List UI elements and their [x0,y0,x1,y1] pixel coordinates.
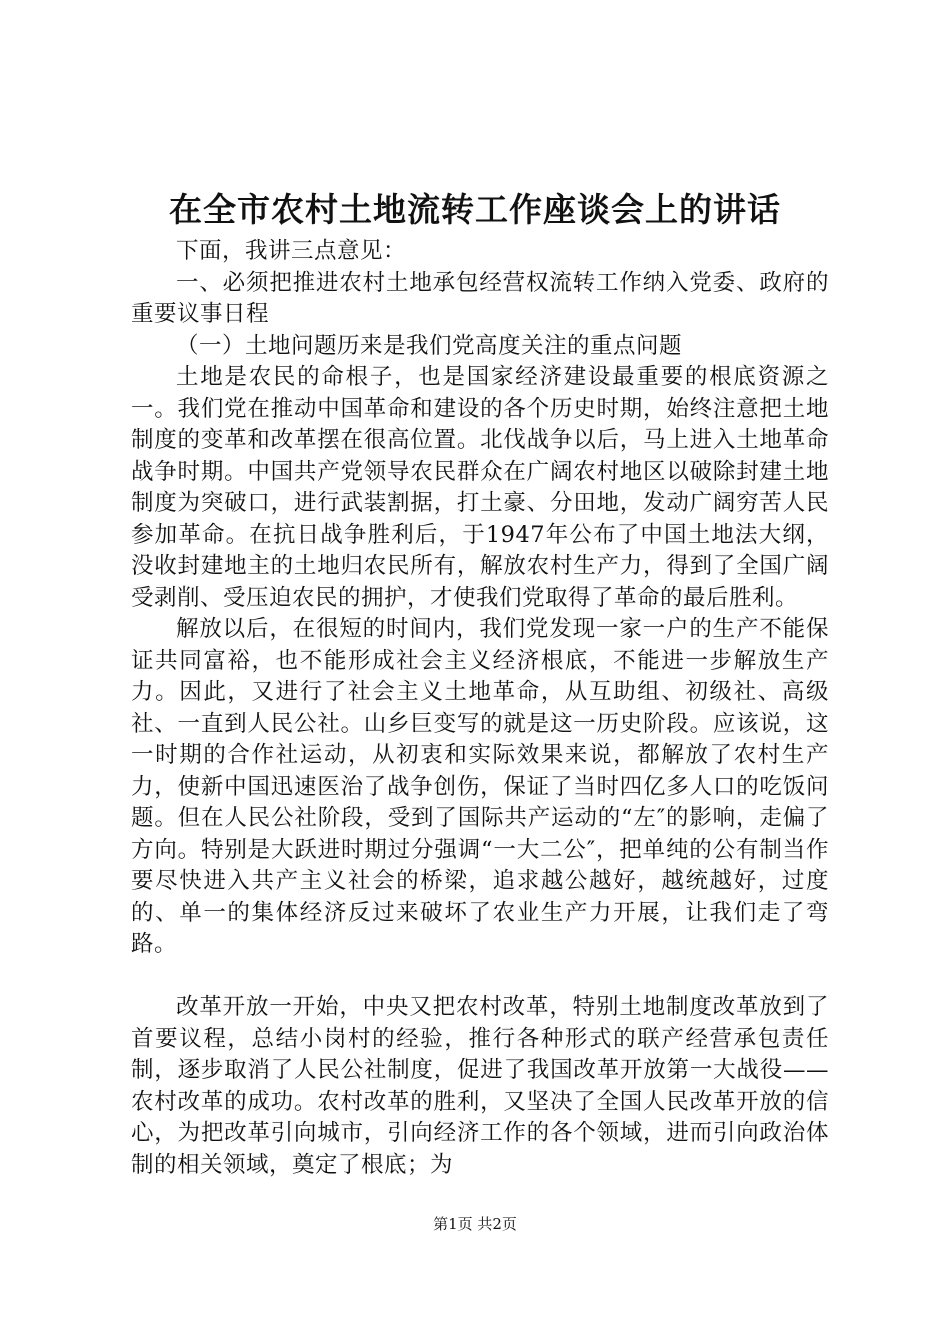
heading-section-1: 一、必须把推进农村土地承包经营权流转工作纳入党委、政府的重要议事日程 [131,269,829,327]
paragraph-post-liberation: 解放以后，在很短的时间内，我们党发现一家一户的生产不能保证共同富裕，也不能形成社会主义经济根底，不能进一步解放生产力。因此，又进行了社会主义土地革命，从互助组、初级社、高级社、一直到人民公社。山乡巨变写的就是这一历史阶段。应该说，这一时期的合作社运动，从初衷和实际效果来说，都解放了农村生产力，使新中国迅速医治了战争创伤，保证了当时四亿多人口的吃饭问题。但在人民公社阶段，受到了国际共产运动的“左″的影响，走偏了方向。特别是大跃进时期过分强调“一大二公″，把单纯的公有制当作要尽快进入共产主义社会的桥梁，追求越公越好，越统越好，过度的、单一的集体经济反过来破坏了农业生产力开展，让我们走了弯路。 [131,616,829,957]
document-body [131,236,829,1181]
paragraph-reform: 改革开放一开始，中央又把农村改革，特别土地制度改革放到了首要议程，总结小岗村的经验，推行各种形式的联产经营承包责任制，逐步取消了人民公社制度，促进了我国改革开放第一大战役——农村改革的成功。农村改革的胜利，又坚决了全国人民改革开放的信心，为把改革引向城市，引向经济工作的各个领域，进而引向政治体制的相关领域，奠定了根底；为 [131,994,829,1178]
paragraph-intro: 下面，我讲三点意见： [176,238,407,264]
document-title: 在全市农村土地流转工作座谈会上的讲话 [169,190,781,229]
paragraph-history: 土地是农民的命根子，也是国家经济建设最重要的根底资源之一。我们党在推动中国革命和建设的各个历史时期，始终注意把土地制度的变革和改革摆在很高位置。北伐战争以后，马上进入土地革命战争时期。中国共产党领导农民群众在广阔农村地区以破除封建土地制度为突破口，进行武装割据，打土豪、分田地，发动广阔穷苦人民参加革命。在抗日战争胜利后，于1947年公布了中国土地法大纲，没收封建地主的土地归农民所有，解放农村生产力，得到了全国广阔受剥削、受压迫农民的拥护，才使我们党取得了革命的最后胜利。 [131,364,829,611]
page-number-footer: 第1页 共2页 [433,1215,517,1233]
heading-subsection-1: （一）土地问题历来是我们党高度关注的重点问题 [176,332,683,359]
